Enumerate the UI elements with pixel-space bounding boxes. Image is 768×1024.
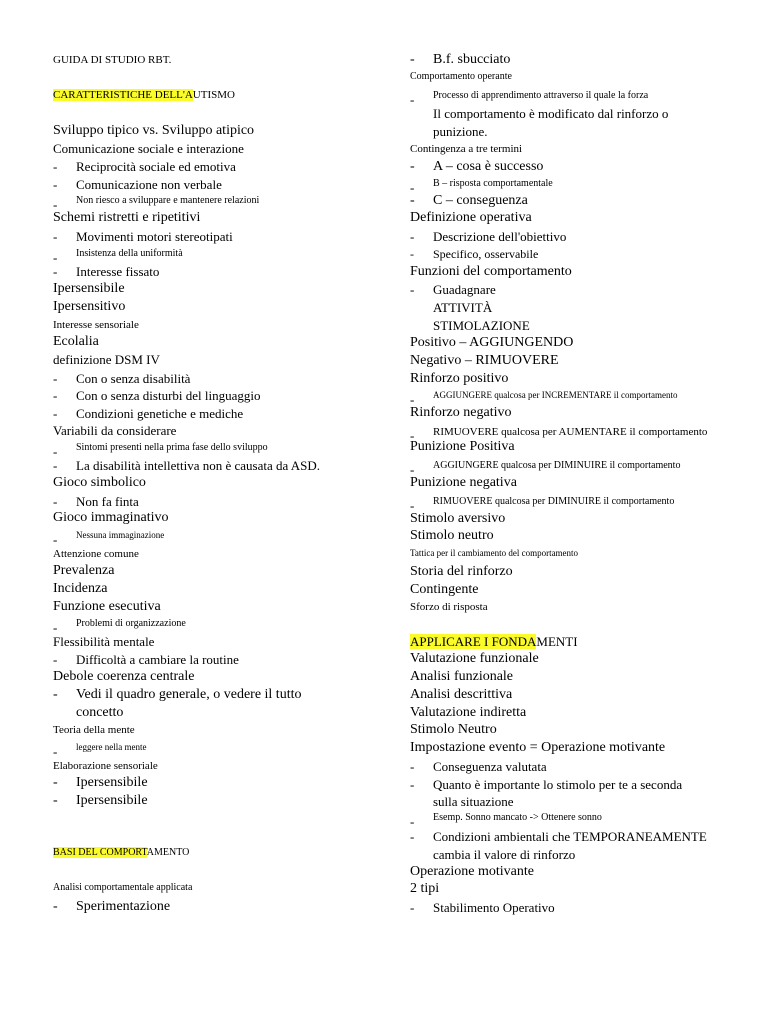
text-line: Ecolalia [53,334,99,349]
bullet-text: Processo di apprendimento attraverso il quale la forza [433,90,649,101]
bullet-item [410,812,602,829]
bullet-item [53,776,148,790]
text-line: Attenzione comune [53,548,139,560]
dash-bullet-icon: - [53,899,58,914]
bullet-item [53,178,222,191]
continuation-line: sulla situazione [433,794,514,809]
text-line: Comportamento operante [410,71,512,82]
text-line: Elaborazione sensoriale [53,760,158,772]
text-line: Punizione negativa [410,475,517,490]
bullet-text: A – cosa è successo [433,159,544,174]
text-line: Punizione Positiva [410,439,515,454]
bullet-text: AGGIUNGERE qualcosa per INCREMENTARE il comportamento [433,390,678,400]
bullet-item [410,460,681,477]
text-line: Contingente [410,582,479,597]
bullet-item [53,230,233,243]
dash-bullet-icon: - [53,197,58,212]
dash-bullet-icon: - [53,775,58,790]
bullet-text: Interesse fissato [76,264,160,279]
bullet-text: Descrizione dell'obiettivo [433,229,567,244]
highlighted-text: BASI DEL COMPORT [53,847,147,858]
bullet-item [410,760,547,773]
dash-bullet-icon: - [53,494,58,509]
dash-bullet-icon: - [53,687,58,702]
heading-rest: UTISMO [192,89,235,101]
dash-bullet-icon: - [410,829,415,844]
text-line: Funzione esecutiva [53,599,161,614]
dash-bullet-icon: - [410,814,415,829]
bullet-text: Stabilimento Operativo [433,900,555,915]
dash-bullet-icon: - [53,250,58,265]
dash-bullet-icon: - [410,462,415,477]
text-line: Flessibilità mentale [53,634,155,649]
dash-bullet-icon: - [53,652,58,667]
section-heading [53,90,235,101]
bullet-item [53,653,239,666]
text-line: Stimolo neutro [410,528,494,543]
dash-bullet-icon: - [410,392,415,407]
continuation-line: ATTIVITÀ [433,300,493,315]
section-heading [53,848,189,858]
continuation-line: Il comportamento è modificato dal rinforzo o [433,106,669,121]
bullet-item [53,442,268,459]
bullet-item [410,778,682,791]
continuation-line: cambia il valore di rinforzo [433,847,576,862]
dash-bullet-icon: - [53,159,58,174]
bullet-text: B – risposta comportamentale [433,178,553,189]
dash-bullet-icon: - [53,444,58,459]
heading-rest: MENTI [536,634,578,649]
text-line: Interesse sensoriale [53,319,139,331]
dash-bullet-icon: - [410,900,415,915]
text-line: Ipersensitivo [53,299,126,314]
dash-bullet-icon: - [410,92,415,107]
dash-bullet-icon: - [53,793,58,808]
bullet-item [410,248,538,260]
heading-rest: AMENTO [146,847,190,858]
text-line: Valutazione funzionale [410,651,539,666]
dash-bullet-icon: - [53,406,58,421]
text-line: Negativo – RIMUOVERE [410,353,559,368]
dash-bullet-icon: - [410,247,414,261]
text-line: Funzioni del comportamento [410,264,572,279]
bullet-text: Difficoltà a cambiare la routine [76,652,239,667]
bullet-text: Conseguenza valutata [433,759,547,774]
bullet-item [410,178,553,195]
bullet-item [53,459,320,472]
text-line: Positivo – AGGIUNGENDO [410,335,574,350]
text-line: Impostazione evento = Operazione motivante [410,740,666,755]
dash-bullet-icon: - [410,180,415,195]
dash-bullet-icon: - [410,159,415,174]
bullet-text: Con o senza disabilità [76,371,191,386]
bullet-text: La disabilità intellettiva non è causata da ASD. [76,458,321,473]
bullet-item [410,160,543,174]
bullet-text: Movimenti motori stereotipati [76,229,233,244]
text-line: Ipersensibile [53,281,125,296]
bullet-text: Sintomi presenti nella prima fase dello sviluppo [76,442,268,453]
text-line: Prevalenza [53,563,115,578]
dash-bullet-icon: - [53,744,58,759]
text-line: Valutazione indiretta [410,705,527,720]
text-line: Stimolo aversivo [410,511,506,526]
dash-bullet-icon: - [53,388,58,403]
text-line: Tattica per il cambiamento del comportamento [410,548,579,558]
bullet-text: Vedi il quadro generale, o vedere il tutto [76,687,302,702]
text-line: Schemi ristretti e ripetitivi [53,210,201,225]
dash-bullet-icon: - [53,620,58,635]
text-line: Comunicazione sociale e interazione [53,141,244,156]
text-line: definizione DSM IV [53,352,160,367]
bullet-item [410,283,496,296]
bullet-text: Guadagnare [433,282,496,297]
dash-bullet-icon: - [53,229,58,244]
text-line: Analisi comportamentale applicata [53,882,193,893]
bullet-text: Problemi di organizzazione [76,618,186,629]
bullet-item [410,426,708,443]
dash-bullet-icon: - [410,52,415,67]
bullet-text: Non fa finta [76,494,139,509]
text-line: Analisi descrittiva [410,687,513,702]
bullet-item [53,407,243,420]
bullet-item [53,389,261,402]
bullet-item [410,90,649,107]
highlighted-text: CARATTERISTICHE DELL'A [53,89,193,101]
bullet-text: B.f. sbucciato [433,52,511,67]
bullet-text: C – conseguenza [433,193,528,208]
bullet-text: Reciprocità sociale ed emotiva [76,159,236,174]
text-line: Operazione motivante [410,864,535,879]
bullet-item [53,618,186,635]
bullet-text: Condizioni ambientali che TEMPORANEAMENTE [433,829,707,844]
bullet-item [410,901,555,914]
bullet-item [53,195,260,212]
text-line: Sviluppo tipico vs. Sviluppo atipico [53,123,255,138]
text-line: Debole coerenza centrale [53,669,195,684]
continuation-line: punizione. [433,124,488,139]
bullet-item [410,830,707,843]
bullet-text: Condizioni genetiche e mediche [76,406,244,421]
bullet-item [410,194,528,208]
dash-bullet-icon: - [410,229,415,244]
bullet-item [53,900,170,914]
bullet-item [410,390,678,407]
section-heading [410,635,578,648]
bullet-text: Con o senza disturbi del linguaggio [76,388,261,403]
continuation-line: concetto [76,705,124,720]
text-line: GUIDA DI STUDIO RBT. [53,54,172,66]
text-line: Rinforzo negativo [410,405,512,420]
continuation-line: STIMOLAZIONE [433,318,530,333]
bullet-text: Ipersensibile [76,793,148,808]
bullet-text: RIMUOVERE qualcosa per DIMINUIRE il comportamento [433,496,675,507]
bullet-item [53,265,159,278]
bullet-text: Insistenza della uniformità [76,248,183,259]
dash-bullet-icon: - [53,532,58,547]
bullet-item [53,248,183,265]
dash-bullet-icon: - [53,458,58,473]
text-line: Variabili da considerare [53,423,177,438]
bullet-item [53,530,165,547]
bullet-text: Sperimentazione [76,899,171,914]
bullet-text: leggere nella mente [76,742,147,752]
text-line: Stimolo Neutro [410,722,497,737]
bullet-item [53,688,301,702]
bullet-text: AGGIUNGERE qualcosa per DIMINUIRE il comportamento [433,460,681,471]
bullet-text: RIMUOVERE qualcosa per AUMENTARE il comportamento [433,426,708,438]
text-line: Sforzo di risposta [410,601,488,613]
bullet-text: Nessuna immaginazione [76,530,165,540]
text-line: Analisi funzionale [410,669,514,684]
dash-bullet-icon: - [410,498,415,513]
bullet-item [53,160,236,173]
dash-bullet-icon: - [53,177,58,192]
bullet-item [53,794,148,808]
bullet-text: Ipersensibile [76,775,148,790]
dash-bullet-icon: - [410,193,415,208]
text-line: Definizione operativa [410,210,532,225]
bullet-text: Specifico, osservabile [433,247,539,261]
dash-bullet-icon: - [410,777,415,792]
bullet-text: Esemp. Sonno mancato -> Ottenere sonno [433,812,602,823]
dash-bullet-icon: - [53,371,58,386]
bullet-text: Non riesco a sviluppare e mantenere relazioni [76,195,260,206]
bullet-item [410,496,675,513]
bullet-item [410,230,566,243]
text-line: Gioco simbolico [53,475,146,490]
text-line: 2 tipi [410,881,440,896]
bullet-text: Quanto è importante lo stimolo per te a seconda [433,777,683,792]
dash-bullet-icon: - [410,759,415,774]
text-line: Incidenza [53,581,108,596]
bullet-item [53,372,190,385]
bullet-item [53,495,139,508]
bullet-item [53,742,147,759]
dash-bullet-icon: - [410,428,415,443]
dash-bullet-icon: - [410,282,415,297]
text-line: Teoria della mente [53,724,135,736]
bullet-item [410,53,510,67]
dash-bullet-icon: - [53,264,58,279]
bullet-text: Comunicazione non verbale [76,177,222,192]
text-line: Contingenza a tre termini [410,143,523,155]
text-line: Rinforzo positivo [410,371,509,386]
text-line: Storia del rinforzo [410,564,513,579]
text-line: Gioco immaginativo [53,510,169,525]
highlighted-text: APPLICARE I FONDA [410,634,537,649]
